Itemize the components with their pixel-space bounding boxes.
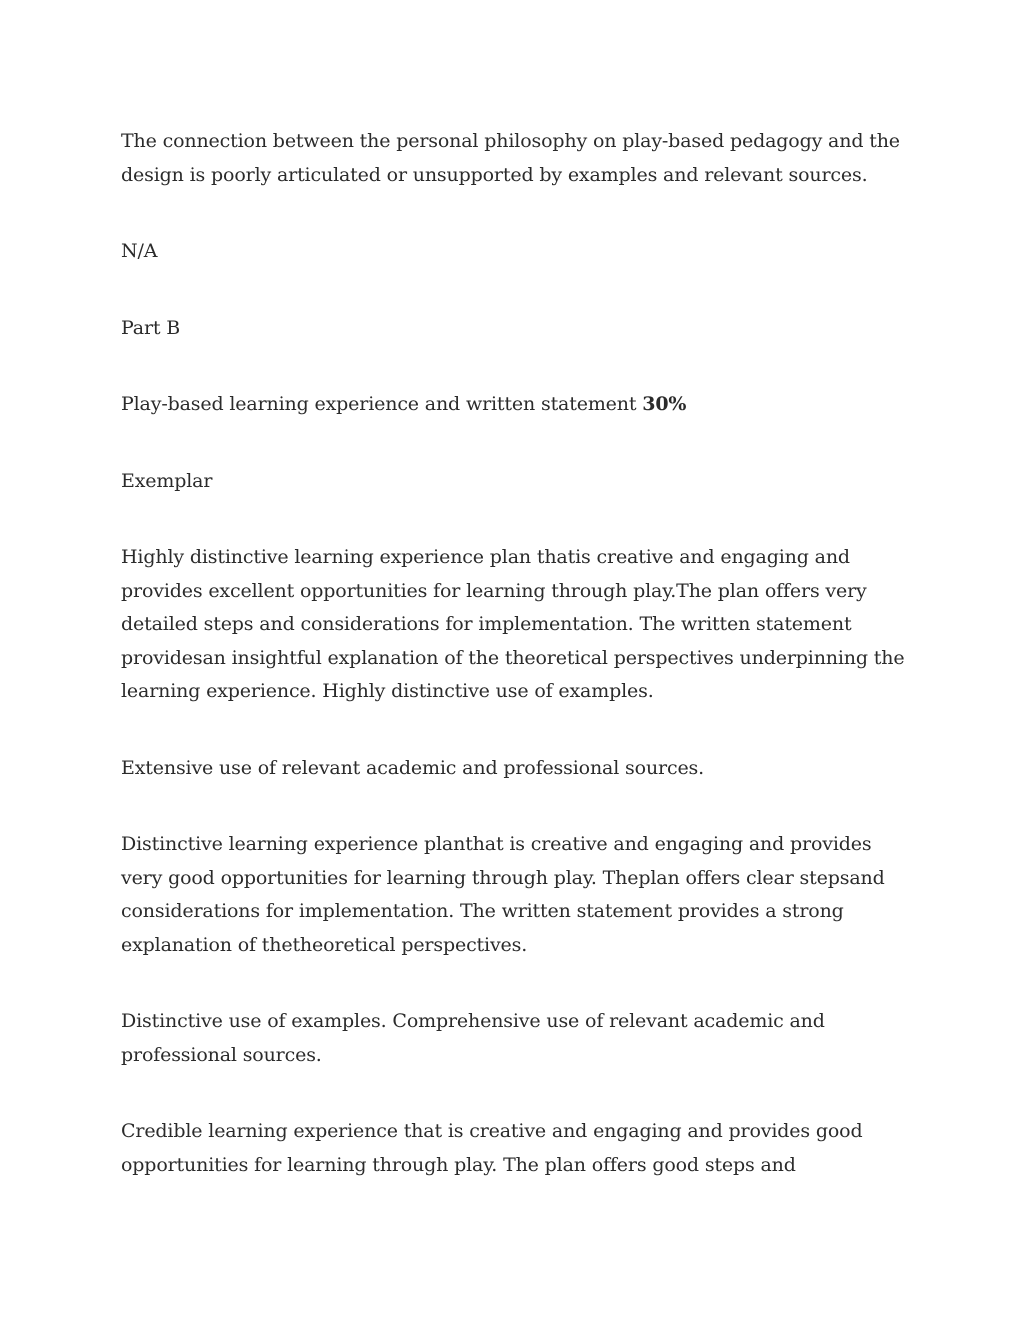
- paragraph-na: N/A: [121, 240, 158, 262]
- paragraph-credible: Credible learning experience that is creative and engaging and provides good opportunities for learning through play. The plan offers good steps and: [121, 1120, 863, 1176]
- paragraph-connection-criteria: The connection between the personal philosophy on play-based pedagogy and the design is poorly articulated or unsupported by examples and relevant sources.: [121, 130, 900, 186]
- paragraph-distinctive: Distinctive learning experience planthat is creative and engaging and provides very good opportunities for learning through play. Theplan offers clear stepsand considerations for implementation. The written statement provides a strong explanation of thetheoretical perspectives.: [121, 833, 885, 956]
- criterion-weight: 30%: [642, 393, 687, 415]
- criterion-title: Play-based learning experience and written statement: [121, 393, 643, 415]
- criterion-heading: [121, 388, 911, 422]
- paragraph-distinctive-examples: Distinctive use of examples. Comprehensive use of relevant academic and professional sources.: [121, 1010, 825, 1066]
- paragraph-highly-distinctive: Highly distinctive learning experience plan thatis creative and engaging and provides excellent opportunities for learning through play.The plan offers very detailed steps and considerations for implementation. The written statement providesan insightful explanation of the theoretical perspectives underpinning the learning experience. Highly distinctive use of examples.: [121, 546, 905, 702]
- section-heading-part-b: Part B: [121, 316, 181, 339]
- grade-label-exemplar: Exemplar: [121, 469, 213, 492]
- document-body: [121, 125, 911, 1225]
- paragraph-extensive-sources: Extensive use of relevant academic and professional sources.: [121, 756, 705, 779]
